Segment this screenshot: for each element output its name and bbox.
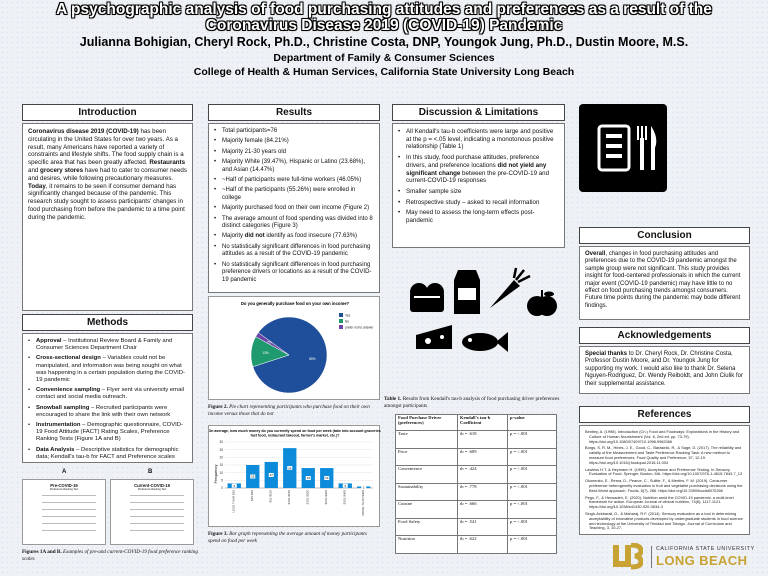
- results-item: • Majority purchased food on their own income (Figure 2): [214, 205, 374, 212]
- intro-bold-1: Coronavirus disease 2019 (COVID-19): [28, 128, 139, 135]
- bar-title-line2: fast food, restaurant takeout, farmer's market, etc.)?: [250, 433, 340, 438]
- intro-bold-4: Today: [28, 182, 46, 190]
- methods-item: • Instrumentation – Demographic questionnaire, COVID-19 Food Attitude (FACT) Rating Scales, Preference Ranking Tests (Figure 1A and B): [28, 422, 187, 444]
- figure2-caption: Figure 2. Pie chart representing participants who purchase food on their own income versus those that do not: [208, 404, 370, 417]
- results-panel: [208, 123, 380, 293]
- ack-text: to Dr. Cheryl Rock, Dr. Christine Costa, Professor Dustin Moore, and Dr. Youngok Jung for supporting my work. I would also like to thank Dr. Selena Nguyen-Rodriguez, Dr. Wendy Reiboldt, and John Ciulik for their supplemental assistance.: [585, 351, 743, 387]
- methods-item: • Snowball sampling – Recruited participants were encouraged to share the link with their own network: [28, 405, 187, 419]
- bar-category-label: MORE THAN $400: [360, 490, 365, 516]
- reference-item: Bentley, A. (1998). Introduction (Ch.) Food and Foodways: Explorations in the History and Culture of Human Nourishment (Vol. 6, 2nd ed. pp. 73-79). https://doi.org/10.1080/07409710.1998.9962066: [585, 429, 740, 444]
- bar-y-tick: 25: [219, 447, 223, 452]
- pie-legend-swatch: [339, 313, 343, 317]
- bar-value-label: 15: [251, 474, 255, 479]
- pie-legend-swatch: [339, 325, 343, 329]
- table-row: Price tb = .609 p = <.001: [396, 448, 557, 466]
- ack-lead: Special thanks: [585, 351, 628, 357]
- conclusion-lead: Overall: [585, 251, 606, 257]
- results-item: • Majority White (39.47%), Hispanic or Latino (23.68%), and Asian (14.47%): [214, 159, 374, 174]
- figure1-label-a: A: [62, 469, 67, 475]
- results-table: [395, 414, 557, 554]
- results-item: • Total participants=76: [214, 128, 374, 135]
- bar-y-tick: 5: [221, 478, 223, 483]
- utensils-icon: [579, 104, 667, 192]
- bar-value-label: 1: [362, 485, 365, 490]
- bar-y-tick: 15: [219, 463, 223, 468]
- reference-item: Pego, F., & Hensadeh, E. (2020). Nutrition amid the COVID-19 pandemic: a multi-level framework for action. European Journal of clinical nutrition, 74(8), 1117-1121. https://doi.org/10.1038/s41430-020-0634-3: [585, 494, 734, 510]
- discussion-heading: Discussion & Limitations: [392, 104, 565, 121]
- bar-y-tick: 30: [219, 440, 223, 445]
- results-item: • No statistically significant differences in food purchasing attitudes as a result of the COVID-19 pandemic: [214, 244, 374, 259]
- pie-legend-label: Yes: [345, 313, 351, 318]
- methods-panel: [22, 333, 193, 463]
- results-item: • Majority female (84.21%): [214, 138, 374, 145]
- bar-y-tick: 10: [219, 470, 223, 475]
- discussion-item: • May need to assess the long-term effects post-pandemic: [398, 209, 559, 224]
- bar-ylabel: Frequency: [213, 464, 218, 484]
- food-icons-illustration: [392, 110, 572, 410]
- table-row: Sustainability tb = .778 p = <.001: [396, 483, 557, 501]
- form-a-subtitle: Preference Ranking Test: [49, 488, 79, 491]
- figure3-chart-box: [208, 425, 380, 527]
- reference-item: Okonenko, E., Rema, D., Pearce, C., Sulitie, F., & Mertins, F. M. (2019). Consumer preference heterogeneity evaluation in fruit and vegetable purchasing decisions using the Best-Worst approach. Foods, 8(7), 266. https://doi.org/10.3390/foods8070266: [585, 478, 743, 493]
- bar-value-label: 3: [344, 483, 347, 488]
- results-item: • No statistically significant differences in food purchasing preference drivers or locations as a result of the COVID-19 pandemic: [214, 262, 374, 284]
- figure1a-form: [22, 479, 106, 545]
- pie-title: Do you generally purchase food on your own income?: [240, 301, 350, 306]
- bar-category-label: LESS THAN $25: [231, 490, 236, 513]
- bar-category-label: $201-$300: [323, 490, 328, 505]
- references-heading: References: [579, 406, 750, 423]
- lb-monogram-icon: [611, 543, 643, 571]
- bar-value-label: 13: [325, 476, 329, 481]
- acknowledgements-panel: [579, 346, 750, 394]
- figure1b-form: [110, 479, 194, 545]
- table-row: Nutrition tb = .622 p = <.001: [396, 536, 557, 554]
- carrot-icon: [490, 268, 530, 308]
- table-row: Cuisine tb = .666 p = <.001: [396, 501, 557, 519]
- intro-text-3: have had to cater to consumer needs and desires, while following precautionary measures.: [28, 166, 187, 182]
- pie-slice-label: 2%: [266, 340, 272, 345]
- bar-category-label: $151-$200: [305, 490, 310, 505]
- results-item: • The average amount of food spending was divided into 8 distinct categories (Figure 3): [214, 216, 374, 231]
- intro-bold-3: grocery stores: [40, 166, 84, 174]
- acknowledgements-heading: Acknowledgements: [579, 327, 750, 344]
- poster-title-line1: A psychographic analysis of food purchasing attitudes and preferences as a result of the: [56, 1, 712, 18]
- form-b-subtitle: Preference Ranking Test: [137, 488, 167, 491]
- pie-legend-label: prefer not to answer: [345, 325, 374, 330]
- logo-line2: LONG BEACH: [656, 553, 748, 568]
- methods-item: • Data Analysis – Descriptive statistics for demographic data; Kendall's tau-b for FACT and Preference scales: [28, 447, 187, 461]
- authors: Julianna Bohigian, Cheryl Rock, Ph.D., Christine Costa, DNP, Youngok Jung, Ph.D., Dustin Moore, M.S.: [79, 35, 689, 49]
- methods-item: • Approval – Institutional Review Board & Family and Consumer Sciences Department Chair: [28, 338, 187, 352]
- results-item: • Majority 21-30 years old: [214, 149, 374, 156]
- introduction-heading: Introduction: [22, 104, 193, 121]
- figure3-bar-chart: [209, 426, 381, 528]
- form-a-title: Pre-COVID-19: [50, 483, 78, 488]
- form-b-title: Current-COVID-19: [134, 483, 170, 488]
- intro-text-4: , it remains to be seen if consumer demand has significantly changed because of the pandemic. This research study sought to assess participants' changes in food purchasing from before the pandemic to a time point during the pandemic.: [28, 182, 185, 221]
- intro-text-1: has been circulating in the United States for over two years. As a result, many Americans have reported a variety of constraints and lifestyle shifts. The food supply chain is a specific area that has been greatly affected.: [28, 128, 184, 167]
- table-row: Taste tb = .618 p = <.001: [396, 431, 557, 449]
- intro-bold-2: Restaurants: [149, 159, 186, 167]
- bar-y-tick: 0: [221, 486, 223, 491]
- bar-value-label: 17: [269, 473, 273, 478]
- pie-slice-label: 85%: [309, 356, 316, 361]
- conclusion-text: , changes in food purchasing attitudes and preferences due to the COVID-19 pandemic amongst the sample group were not significant. This study provides insight for food-centered professionals in which the current major event (COVID-19 pandemic) may have little to no effect on food purchasing trends amongst consumers. Future time points during the pandemic may bode different findings.: [585, 251, 741, 309]
- table-header: Kendall's tau-b Coefficient: [458, 415, 508, 431]
- discussion-item: • In this study, food purchase attitudes, preference drivers, and preference locations did not yield any significant change between the pre-COVID-19 and current-COVID-19 responses: [398, 154, 559, 185]
- bread-icon: [410, 283, 444, 312]
- bar-category-label: $101-$150: [286, 490, 291, 505]
- discussion-item: • Smaller sample size: [398, 188, 559, 196]
- bar-value-label: 26: [288, 466, 292, 471]
- methods-heading: Methods: [22, 314, 193, 331]
- cheese-icon: [416, 325, 452, 349]
- figure2-chart-box: [208, 296, 380, 400]
- table-row: Food Safety tb = .541 p = <.001: [396, 518, 557, 536]
- logo-line1: CALIFORNIA STATE UNIVERSITY: [656, 546, 755, 552]
- results-item: • ~Half of participants were full-time workers (46.05%): [214, 177, 374, 184]
- poster-title-line2: Coronavirus Disease 2019 (COVID-19) Pandemic: [205, 17, 563, 34]
- reference-item: Singh-Ackbarali, D., & Maharaj, R.F. (2014). Sensory evaluation as a tool in determining acceptability of innovative products developed by undergraduate students in food science and technology at the University of Trinidad and Tobago. Journal of Curriculum and Teaching, 3, 10-27.: [585, 510, 743, 531]
- figure1-caption: Figures 1A and B. Examples of pre-and current-COVID-19 food preference ranking scales: [22, 549, 198, 562]
- table-header-row: [396, 415, 557, 431]
- reference-item: Borgs, S. R. M., Hines, J. E., Good, C., Barasinki, R., & Sage, D. (2017). The reliability and validity of the Measurement and Taste Preference Ranking Task: A new method to measure food preferences. Food Quality and Preference, 57, 12-19. https://doi.org/10.1016/j.foodqual.2016.11.004: [585, 445, 742, 465]
- pie-legend-label: No: [345, 319, 350, 324]
- conclusion-panel: [579, 246, 750, 320]
- fish-icon: [462, 332, 508, 352]
- results-item: • ~Half of the participants (55.26%) were enrolled in college: [214, 187, 374, 202]
- figure1-label-b: B: [148, 469, 153, 475]
- college: College of Health & Human Services, California State University Long Beach: [193, 66, 575, 78]
- conclusion-heading: Conclusion: [579, 227, 750, 244]
- reference-item: Lawless H.T. & Heymann H. (1999). Acceptance and Preference Testing. In Sensory Evaluation of Food. Springer, Boston, MA. https://doi.org/10.1007/978-1-4615-7843-7_13: [585, 466, 743, 477]
- pie-legend-swatch: [339, 319, 343, 323]
- table-header: p-value: [508, 415, 557, 431]
- methods-item: • Cross-sectional design – Variables could not be manipulated, and information was being sought on what was happening in a certain population during the COVID-19 pandemic: [28, 355, 187, 384]
- bar-y-tick: 20: [219, 455, 223, 460]
- figure3-caption: Figure 3. Bar graph representing the average amount of money participants spend on food per week: [208, 531, 367, 544]
- bar-title-line1: On average, how much money do you currently spend on food per week (take into account groceries,: [209, 429, 381, 433]
- bar-category-label: $301-$400: [342, 490, 347, 505]
- bar-category-label: $51-$100: [268, 490, 273, 503]
- milk-carton-icon: [454, 270, 480, 314]
- table-caption: Table 1. Results from Kendall's tau-b analysis of food purchasing driver preferences amongst participants: [384, 396, 560, 409]
- csulb-logo: [611, 543, 761, 571]
- department: Department of Family & Consumer Sciences: [273, 52, 495, 64]
- table-header: Food Purchase Driver (preferences): [396, 415, 458, 431]
- methods-item: • Convenience sampling – Flyer sent via university email contact and social media outreach.: [28, 387, 187, 401]
- discussion-item: • All Kendall's tau-b coefficients were large and positive at the p = <.05 level, indicating a monotonous positive relationship (Table 1): [398, 128, 559, 151]
- bar-value-label: 13: [306, 476, 310, 481]
- discussion-item: • Retrospective study – asked to recall information: [398, 199, 559, 207]
- intro-text-2: and: [28, 166, 41, 174]
- table-row: Convenience tb = .424 p = <.001: [396, 466, 557, 484]
- bar-value-label: 3: [233, 483, 236, 488]
- figure2-pie-chart: [209, 297, 381, 401]
- bar-category-label: $25-$50: [249, 490, 254, 502]
- introduction-panel: [22, 123, 193, 311]
- pie-slice-label: 13%: [262, 350, 269, 355]
- results-item: • Majority did not identify as food insecure (77.63%): [214, 233, 374, 240]
- references-panel: [579, 425, 750, 535]
- results-heading: Results: [208, 104, 380, 121]
- apple-icon: [527, 290, 557, 316]
